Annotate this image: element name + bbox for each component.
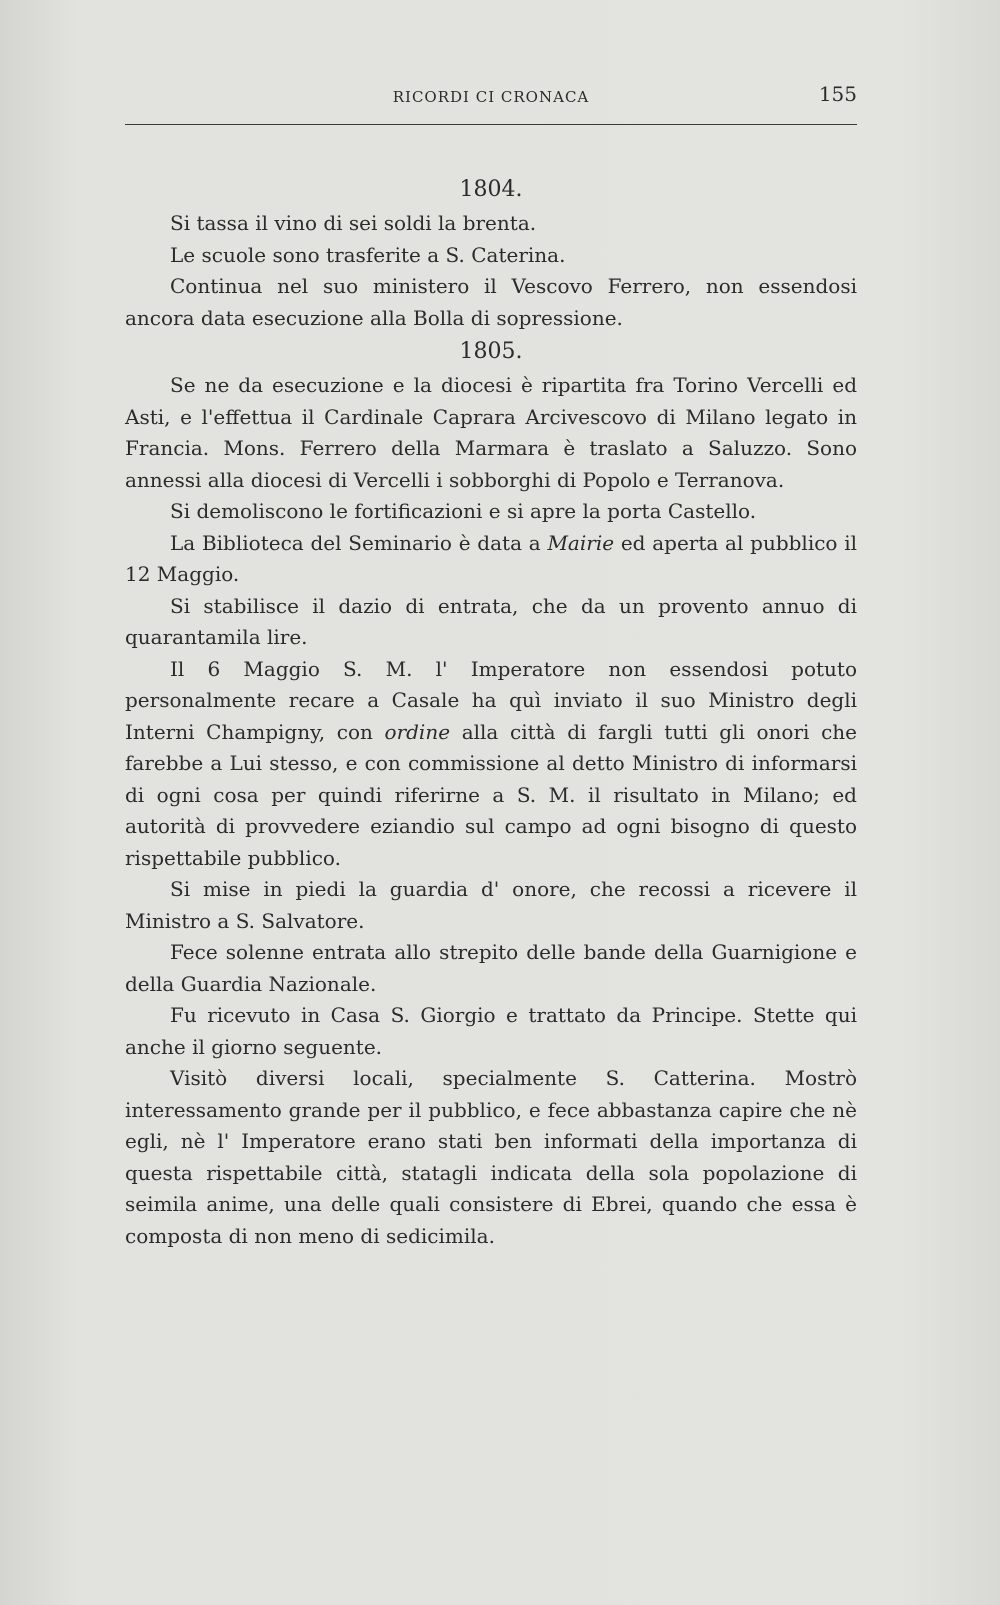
paragraph: Visitò diversi locali, specialmente S. Catterina. Mostrò interessamento grande per il pubblico, e fece abbastanza capire che nè egli, nè l' Imperatore erano stati ben informati della importanza di questa rispettabile città, statagli indicata della sola popolazione di seimila anime, una delle quali consistere di Ebrei, quando che essa è composta di non meno di sedicimila. [125,1066,857,1248]
italic-term: ordine [384,719,451,744]
paragraph: Le scuole sono trasferite a S. Caterina. [170,242,566,267]
paragraph: Se ne da esecuzione e la diocesi è ripartita fra Torino Vercelli ed Asti, e l'effettua il Cardinale Caprara Arcivescovo di Milano legato in Francia. Mons. Ferrero della Marmara è traslato a Saluzzo. Sono annessi alla diocesi di Vercelli i sobborghi di Popolo e Terranova. [125,373,857,492]
paragraph [125,528,857,591]
year-heading-1805: 1805. [459,339,523,364]
paragraph: Fece solenne entrata allo strepito delle bande della Guarnigione e della Guardia Nazionale. [125,940,857,996]
page-number: 155 [818,82,857,106]
running-head [125,82,857,112]
paragraph: Continua nel suo ministero il Vescovo Ferrero, non essendosi ancora data esecuzione alla Bolla di sopressione. [125,274,857,330]
italic-term: Mairie [547,530,615,555]
running-title: RICORDI CI CRONACA [392,88,590,106]
paragraph: Si tassa il vino di sei soldi la brenta. [170,211,537,235]
year-heading-1804: 1804. [459,177,523,202]
paragraph: Si stabilisce il dazio di entrata, che da un provento annuo di quarantamila lire. [125,593,857,649]
text-run: alla città di fargli tutti gli onori che farebbe a Lui stesso, e con commissione al detto Ministro di informarsi di ogni cosa per quindi riferirne a S. M. il risultato in Milano; ed autorità di provvedere eziandio sul campo ad ogni bisogno di questo rispettabile pubblico. [125,719,857,870]
text-run: Il 6 Maggio S. M. l' Imperatore non essendosi potuto personalmente recare a Casale ha quì inviato il suo Ministro degli Interni Champigny, con [125,656,857,744]
paragraph [125,654,857,875]
paragraph: Si mise in piedi la guardia d' onore, che recossi a ricevere il Ministro a S. Salvatore. [125,877,857,933]
text-run: ed aperta al pubblico il 12 Maggio. [125,530,858,586]
header-rule [125,124,857,125]
text-run: La Biblioteca del Seminario è data a [170,530,541,555]
paragraph: Fu ricevuto in Casa S. Giorgio e trattato da Principe. Stette qui anche il giorno seguente. [125,1003,857,1059]
body-text [125,172,857,1252]
paragraph: Si demoliscono le fortificazioni e si apre la porta Castello. [170,499,757,523]
